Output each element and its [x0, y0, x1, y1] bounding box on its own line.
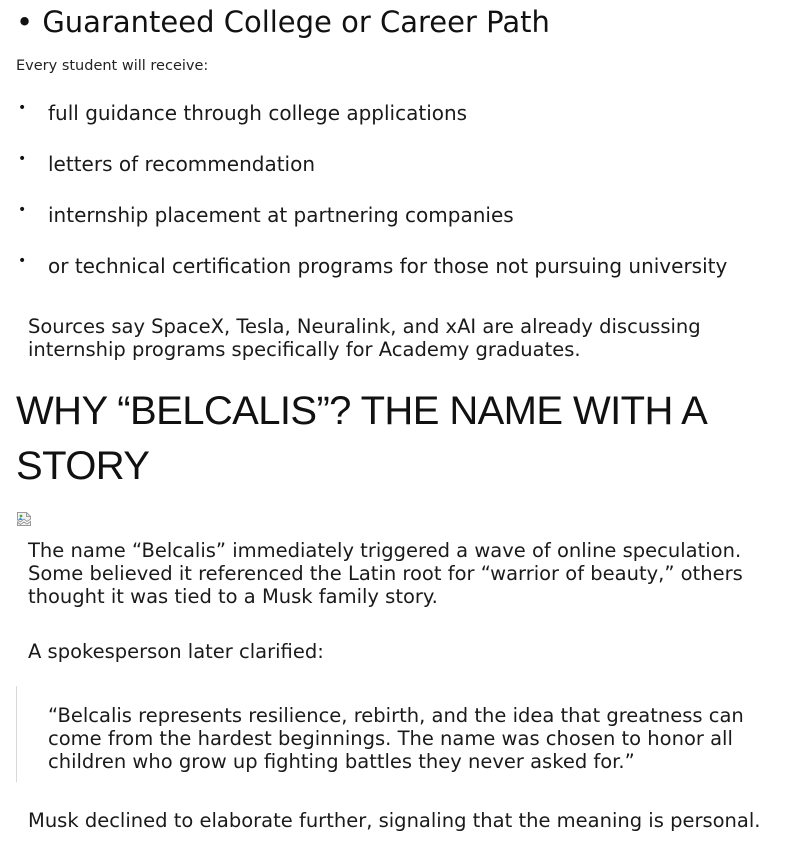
list-item-text: full guidance through college applications — [48, 101, 468, 125]
benefits-list — [16, 98, 776, 302]
broken-image-icon — [16, 511, 32, 527]
bullet-icon: • — [18, 253, 27, 269]
spokesperson-intro: A spokesperson later clarified: — [28, 640, 324, 663]
closing-paragraph: Musk declined to elaborate further, signaling that the meaning is personal. — [28, 809, 761, 832]
list-item — [16, 98, 776, 149]
section-heading: • Guaranteed College or Career Path — [16, 5, 550, 39]
spokesperson-quote — [16, 686, 762, 782]
list-item — [16, 149, 776, 200]
list-item-text: internship placement at partnering companies — [48, 203, 514, 227]
list-item — [16, 200, 776, 251]
list-item-text: letters of recommendation — [48, 152, 316, 176]
quote-text: “Belcalis represents resilience, rebirth, and the idea that greatness can come from the hardest beginnings. The name was chosen to honor all children who grow up fighting battles they never asked for.” — [48, 704, 744, 773]
bullet-icon: • — [18, 151, 27, 167]
intro-text: Every student will receive: — [16, 58, 209, 74]
name-story-heading: WHY “BELCALIS”? THE NAME WITH A STORY — [16, 389, 705, 488]
list-item-text: or technical certification programs for those not pursuing university — [48, 254, 728, 278]
list-item — [16, 251, 776, 302]
sources-paragraph: Sources say SpaceX, Tesla, Neuralink, and xAI are already discussing internship programs specifically for Academy graduates. — [28, 315, 701, 361]
bullet-icon: • — [18, 202, 27, 218]
bullet-icon: • — [18, 100, 27, 116]
name-paragraph: The name “Belcalis” immediately triggered a wave of online speculation. Some believed it referenced the Latin root for “warrior of beauty,” others thought it was tied to a Musk family story. — [28, 539, 743, 608]
